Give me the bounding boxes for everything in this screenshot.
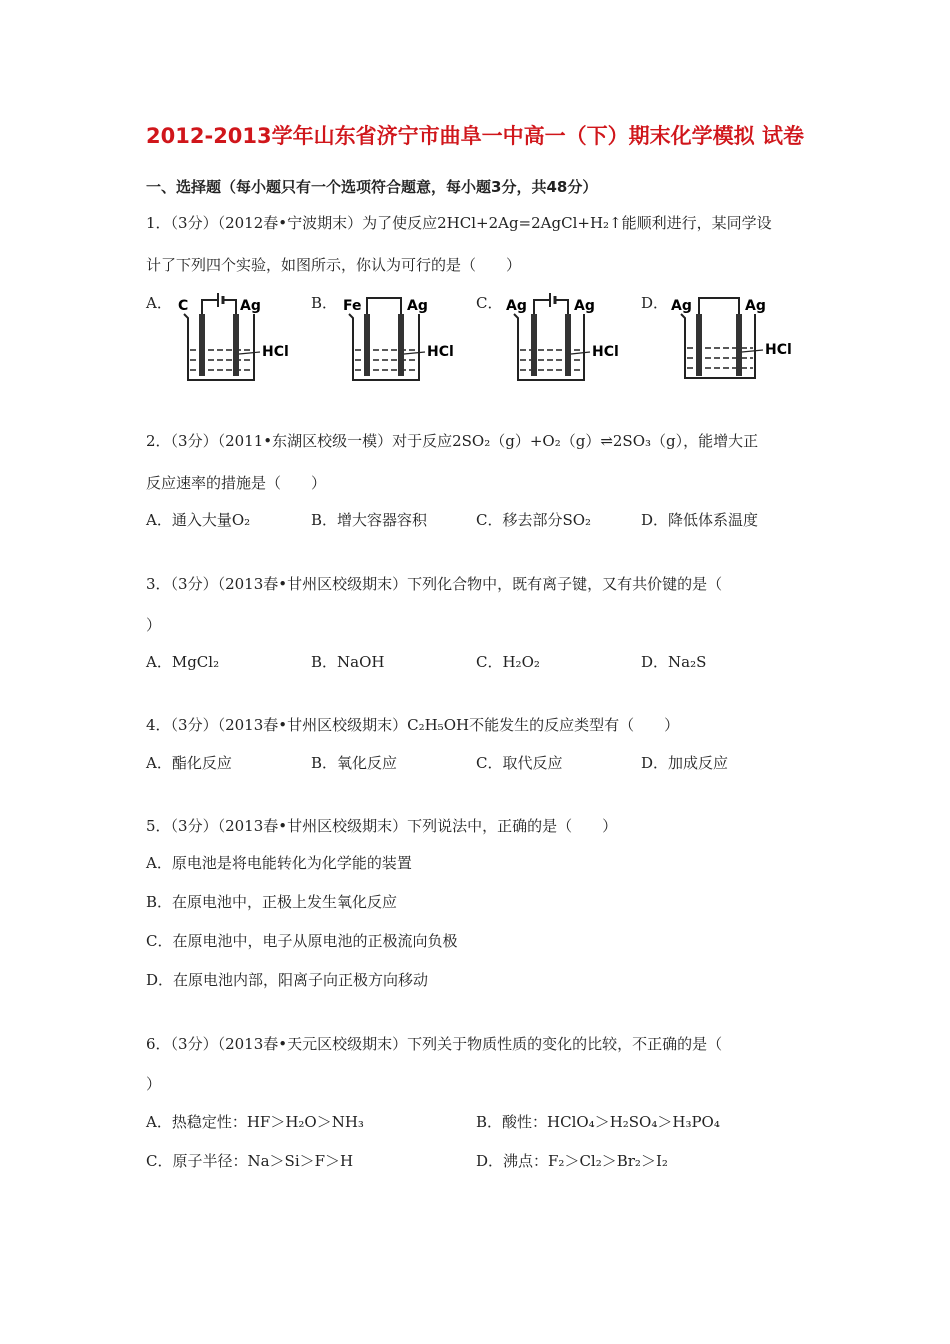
exam-title: 2012-2013学年山东省济宁市曲阜一中高一（下）期末化学模拟 试卷 [146,124,804,148]
galvanic-cell-diagram [329,292,469,384]
right-electrode-label: Ag [574,298,595,314]
left-electrode-label: Fe [343,298,362,314]
solution-label: HCl [262,344,289,360]
question-5-option-b: B．在原电池中，正极上发生氧化反应 [146,893,398,911]
left-electrode-label: C [178,298,189,314]
question-5-option-a: A．原电池是将电能转化为化学能的装置 [146,854,412,872]
question-6-option-c: C．原子半径：Na＞Si＞F＞H [146,1152,354,1170]
figure-label: B． [311,294,338,312]
section-heading: 一、选择题（每小题只有一个选项符合题意，每小题3分，共48分） [146,178,598,196]
question-4-option-a: A．酯化反应 [146,754,232,772]
electrolysis-cell-diagram [164,292,304,384]
question-4-option-d: D．加成反应 [641,754,729,772]
question-3-option-b: B．NaOH [311,653,385,671]
question-3-option-d: D．Na₂S [641,653,707,671]
galvanic-cell-diagram [659,292,799,384]
figure-label: A． [146,294,172,312]
question-3-line-1: 3．（3分）（2013春•甘州区校级期末）下列化合物中，既有离子键，又有共价键的是（ [146,575,723,593]
question-1-line-1: 1．（3分）（2012春•宁波期末）为了使反应2HCl+2Ag=2AgCl+H₂↑能顺利进行，某同学设 [146,214,772,232]
question-1-line-2: 计了下列四个实验，如图所示，你认为可行的是（ ） [146,256,522,274]
solution-label: HCl [592,344,619,360]
solution-label: HCl [427,344,454,360]
question-2-option-d: D．降低体系温度 [641,511,759,529]
figure-label: D． [641,294,669,312]
question-4-option-c: C．取代反应 [476,754,563,772]
question-6-line-1: 6．（3分）（2013春•天元区校级期末）下列关于物质性质的变化的比较，不正确的是（ [146,1035,723,1053]
question-3-option-a: A．MgCl₂ [146,653,220,671]
question-4-option-b: B．氧化反应 [311,754,398,772]
question-6-option-a: A．热稳定性：HF＞H₂O＞NH₃ [146,1113,364,1131]
question-6-option-b: B．酸性：HClO₄＞H₂SO₄＞H₃PO₄ [476,1113,720,1131]
question-6-line-2: ） [146,1075,162,1093]
question-2-option-c: C．移去部分SO₂ [476,511,592,529]
left-electrode-label: Ag [671,298,692,314]
question-5-option-c: C．在原电池中，电子从原电池的正极流向负极 [146,932,458,950]
right-electrode-label: Ag [407,298,428,314]
left-electrode-label: Ag [506,298,527,314]
question-5-option-d: D．在原电池内部，阳离子向正极方向移动 [146,971,429,989]
question-2-line-2: 反应速率的措施是（ ） [146,474,327,492]
right-electrode-label: Ag [240,298,261,314]
electrolysis-cell-diagram [494,292,634,384]
question-3-option-c: C．H₂O₂ [476,653,540,671]
solution-label: HCl [765,342,792,358]
question-4-line-1: 4．（3分）（2013春•甘州区校级期末）C₂H₅OH不能发生的反应类型有（ ） [146,716,680,734]
question-5-line-1: 5．（3分）（2013春•甘州区校级期末）下列说法中，正确的是（ ） [146,817,618,835]
question-2-line-1: 2．（3分）（2011•东湖区校级一模）对于反应2SO₂（g）+O₂（g）⇌2SO₃（g），能增大正 [146,432,759,450]
question-3-line-2: ） [146,616,162,634]
figure-label: C． [476,294,503,312]
question-2-option-b: B．增大容器容积 [311,511,428,529]
question-6-option-d: D．沸点：F₂＞Cl₂＞Br₂＞I₂ [476,1152,668,1170]
right-electrode-label: Ag [745,298,766,314]
question-2-option-a: A．通入大量O₂ [146,511,251,529]
